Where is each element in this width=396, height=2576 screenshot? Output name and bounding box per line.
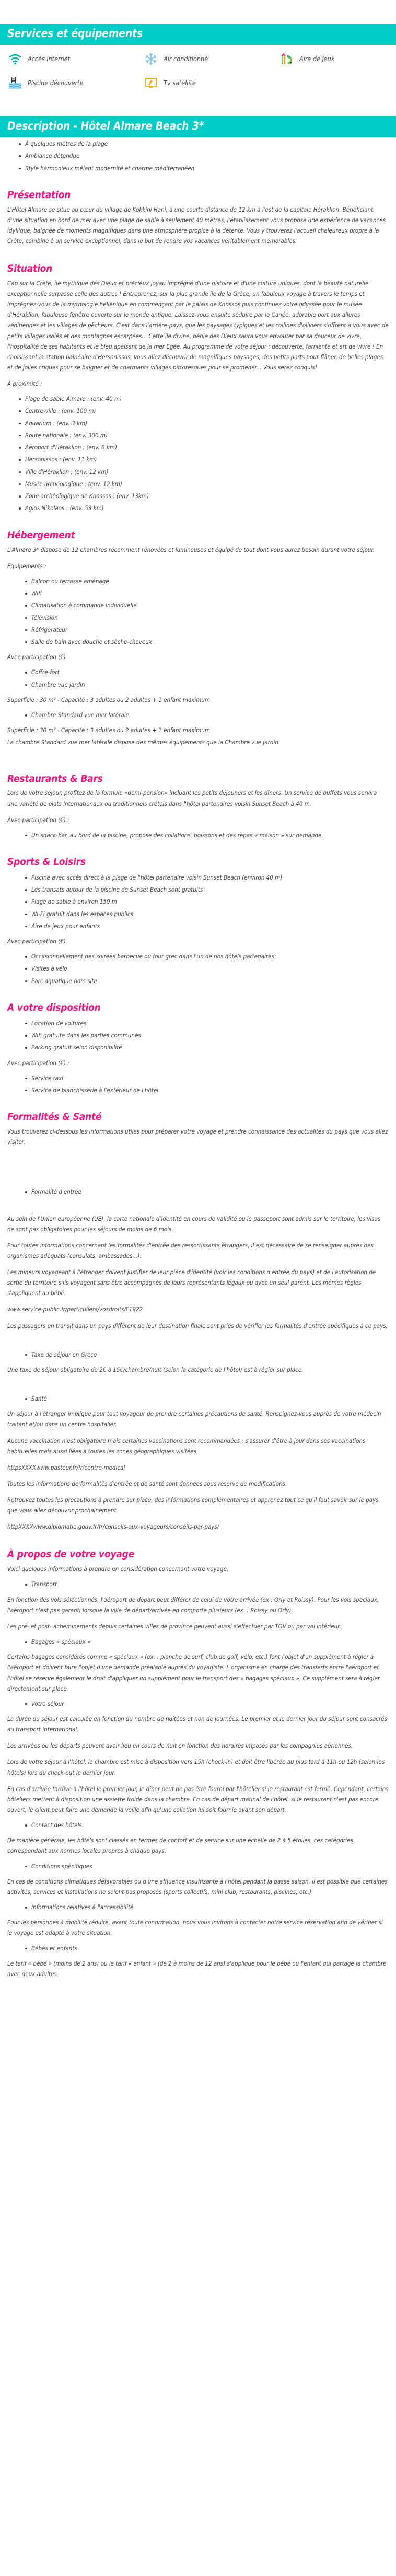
list-item: Réfrigérateur (31, 626, 389, 634)
apropos-sejour-bullet (7, 1700, 389, 1708)
description-content (0, 140, 396, 1979)
spacer (7, 1202, 389, 1214)
amenities-row (7, 51, 389, 67)
list-item: Wifi gratuite dans les parties communes (31, 1031, 389, 1040)
apropos-transport-bullet (7, 1580, 389, 1589)
list-item: Chambre vue jardin (31, 680, 389, 689)
description-highlights (7, 140, 389, 173)
list-item: Parking gratuit selon disponibilité (31, 1043, 389, 1052)
formalites-p5: Une taxe de séjour obligatoire de 2€ à 15€/chambre/nuit (selon la catégorie de l'hôtel) est à régler sur place. (7, 1366, 304, 1373)
list-item: Télévision (31, 614, 389, 622)
apropos-p6: Lors de votre séjour à l'hôtel, la chambre est mise à disposition vers 15h (check-in) et doit être libérée au plus tard à 11h ou 12h (selon les hôtels) lors du check-out le dernier jour. (7, 1758, 385, 1776)
formalites-p6: Un séjour à l'étranger implique pour tout voyageur de prendre certaines précautions de santé. Renseignez-vous auprès de votre médecin traitant et/ou dans un centre hospitalier. (7, 1410, 381, 1428)
amenity-label: Aire de jeux (299, 55, 335, 63)
formalites-p3: Les mineurs voyageant à l'étranger doivent justifier de leur pièce d'identité (voir les conditions d'entrée du pays) et de l'autorisation de sortie du territoire s'ils voyagent sans être accompagnés de leurs représentants légaux ou avec un seul parent. Les mêmes règles s'appliquent au bébé. (7, 1268, 376, 1297)
list-item: Formalité d'entrée (31, 1187, 389, 1196)
list-item: Parc aquatique hors site (31, 977, 389, 986)
amenity-label: Accès internet (28, 55, 71, 63)
spacer (7, 1100, 389, 1112)
apropos-p5: Les arrivées ou les départs peuvent avoir lieu en cours de nuit en fonction des horaires imposés par les compagnies aériennes. (7, 1742, 353, 1750)
list-item: Ambiance détendue (25, 152, 389, 160)
sports-list (7, 873, 389, 931)
list-item: Location de voitures (31, 1019, 389, 1028)
playground-icon (279, 51, 295, 67)
section-heading-formalites: Formalités & Santé (7, 1111, 102, 1123)
restaurants-participation-label: Avec participation (€) : (7, 816, 69, 824)
list-item: Wifi (31, 589, 389, 598)
superficie-2: Superficie : 30 m² - Capacité : 3 adultes ou 2 adultes + 1 enfant maximum (7, 726, 211, 734)
formalites-intro: Vous trouverez ci-dessous les informations utiles pour préparer votre voyage et prendre connaissance des actualités du pays que vous allez visiter. (7, 1128, 388, 1146)
apropos-p11: Le tarif « bébé » (moins de 2 ans) ou le tarif « enfant » (de 2 à moins de 12 ans) s'applique pour le bébé ou l'enfant qui partage la chambre avec deux adultes. (7, 1959, 387, 1978)
spacer (7, 1381, 389, 1392)
list-item: Style harmonieux mélant modernité et charme méditerranéen (25, 164, 389, 173)
section-heading-restaurants: Restaurants & Bars (7, 772, 103, 784)
hebergement-participation-list (7, 668, 389, 689)
apropos-p4: La durée du séjour est calculée en fonction du nombre de nuitées et non de journées. Le premier et le dernier jour du séjour sont consacrés au transport international. (7, 1715, 387, 1734)
list-item: Agios Nikolaos : (env. 53 km) (25, 504, 389, 513)
formalites-p1: Au sein de l'Union européenne (UE), la carte nationale d'identité en cours de validité ou le passeport sont admis sur le territoire, les visas ne sont pas obligatoires pour les séjours de moins de 6 mois. (7, 1215, 381, 1233)
wifi-icon (7, 51, 23, 67)
list-item: Informations relatives à l'accessibilité (31, 1903, 389, 1912)
top-whitespace (0, 0, 396, 24)
apropos-p9: En cas de conditions climatiques défavorables ou d'une affluence insuffisante à l'hôtel pendant la basse saison, il est possible que certaines activités, services et installations ne soient pas proposés (sports collectifs, mini club, restaurants, piscines, etc.). (7, 1877, 388, 1896)
satellite-tv-icon (143, 75, 159, 91)
formalites-p4: Les passagers en transit dans un pays différent de leur destination finale sont priés de vérifier les formalités d'entrée spécifiques à ce pays. (7, 1322, 388, 1330)
formalites-link-2[interactable]: httpsXXXXwww.pasteur.fr/fr/centre-medical (7, 1463, 125, 1471)
banner-gap (0, 102, 396, 116)
formalites-link-3[interactable]: httpXXXXwww.diplomatie.gouv.fr/fr/conseils-aux-voyageurs/conseils-par-pays/ (7, 1523, 219, 1531)
services-banner: Services et équipements (0, 24, 396, 45)
disposition-participation-list (7, 1074, 389, 1095)
amenity-piscine-decouverte (7, 75, 143, 91)
formalites-p7: Aucune vaccination n'est obligatoire mais certaines vaccinations sont recommandées ; s'assurer d'être à jour dans ses vaccinations habituelles mais aussi liées à toutes les zones géographiques visitées. (7, 1437, 366, 1455)
amenity-label: Piscine découverte (28, 79, 84, 87)
list-item: Occasionnellement des soirées barbecue ou four grec dans l'un de nos hôtels partenaires (31, 952, 389, 961)
apropos-p1: En fonction des vols sélectionnés, l'aéroport de départ peut différer de celui de votre arrivée (ex : Orly et Roissy). Pour les vols spéciaux, l'aéroport n'est pas garanti lorsque la ville de départ/arrivée en comporte plusieurs (ex. : Roissy ou Orly). (7, 1596, 379, 1614)
amenity-label: Air conditionné (164, 55, 208, 63)
list-item: Aéroport d'Héraklion : (env. 8 km) (25, 443, 389, 452)
apropos-intro: Voici quelques informations à prendre en considération concernant votre voyage. (7, 1565, 229, 1573)
spacer (7, 518, 389, 530)
room-note: La chambre Standard vue mer latérale dispose des mêmes équipements que la Chambre vue jardin. (7, 738, 281, 746)
snowflake-icon (143, 51, 159, 67)
presentation-text: L'Hôtel Almare se situe au cœur du village de Kokkini Hani, à une courte distance de 12 km à l'est de la capitale Héraklion. Bénéficiant d'une situation en bord de mer avec une plage de sable à seulement 40 mètres, l'établissement vous propose une expérience de vacances idyllique, baignée de moments magnifiques dans une atmosphère propice à la détente. Vous y trouverez l'accueil chaleureux propre à la Crète, combiné à un service exceptionnel, dans le but de rendre vos vacances véritablement mémorables. (7, 205, 386, 245)
list-item: Visites à vélo (31, 964, 389, 973)
rooms-list (7, 711, 389, 720)
formalites-p2: Pour toutes informations concernant les formalités d'entrée des ressortissants étrangers, il est nécessaire de se renseigner auprès des organismes adéquats (consulats, ambassades...). (7, 1241, 374, 1260)
hebergement-participation-label: Avec participation (€) (7, 653, 66, 661)
formalites-health-bullet (7, 1394, 389, 1403)
formalites-tax-bullet (7, 1350, 389, 1359)
section-heading-sports: Sports & Loisirs (7, 856, 86, 868)
list-item: À quelques mètres de la plage (25, 140, 389, 148)
section-heading-apropos: À propos de votre voyage (7, 1549, 135, 1561)
sports-participation-list (7, 952, 389, 986)
list-item: Musée archéologique : (env. 12 km) (25, 480, 389, 489)
list-item: Contact des hôtels (31, 1821, 389, 1830)
section-heading-disposition: A votre disposition (7, 1001, 101, 1013)
list-item: Plage de sable Almare : (env. 40 m) (25, 395, 389, 403)
disposition-participation-label: Avec participation (€) : (7, 1059, 69, 1067)
amenity-air-conditionne (143, 51, 279, 67)
list-item: Climatisation à commande individuelle (31, 601, 389, 610)
spacer (7, 754, 389, 773)
description-banner: Description - Hôtel Almare Beach 3* (0, 116, 396, 137)
apropos-contact-bullet (7, 1821, 389, 1830)
list-item: Ville d'Héraklion : (env. 12 km) (25, 468, 389, 477)
equipements-list (7, 577, 389, 647)
list-item: Plage de sable à environ 150 m (31, 897, 389, 906)
restaurants-text: Lors de votre séjour, profitez de la formule «demi-pension» incluant les petits déjeuners et les dîners. Un service de buffets vous servira une variété de plats internationaux ou traditionnels crétois dans l'hôtel partenaires voisin Sunset Beach à 40 m. (7, 789, 377, 807)
pool-icon (7, 75, 23, 91)
equipements-label: Equipements : (7, 562, 46, 570)
list-item: Piscine avec accès direct à la plage de l'hôtel partenaire voisin Sunset Beach (environ 40 m) (31, 873, 389, 882)
list-item: Salle de bain avec douche et sèche-cheveux (31, 638, 389, 646)
amenity-acces-internet (7, 51, 143, 67)
formalites-link-1[interactable]: www.service-public.fr/particuliers/vosdroits/F1922 (7, 1306, 143, 1313)
situation-text: Cap sur la Crète, île mythique des Dieux et précieux joyau imprégné d'une histoire et d'une culture uniques, dont la beauté naturelle exceptionnelle surpasse celle des autres ! Entreprenez, sur la plus grande île de la Grèce, un fabuleux voyage à travers le temps et imprégnez-vous de la mythologie hellénique en commençant par le palais de Knossos puis continuez votre odyssée pour le musée d'Héraklion, fabuleuse fenêtre ouverte sur le monde antique. Laissez-vous ensuite séduire par la Canée, adorable port aux allures vénitiennes et les villages de pêcheurs. C'est dans l'arrière-pays, que les paysages typiques et les collines d'oliviers s'offrent à vous avec de petits villages isolés et des montagnes escarpées... Cette île divine, bénie des Dieux saura vous envouter par sa douceur de vivre, l'hospitalité de ses habitants et le bleu apaisant de la mer Egée. Au programme de votre séjour : découverte, farniente et art de vivre ! En choisissant la station balnéaire d'Hersonissos, vous allez découvrir de magnifiques paysages, des petits ports pour flâner, de belles plages et de jolies criques pour se baigner et de charmants villages pittoresques pour se promener... Vous serez conquis! (7, 279, 389, 371)
spacer (7, 845, 389, 857)
list-item: Service taxi (31, 1074, 389, 1083)
spacer (7, 1337, 389, 1348)
spacer (7, 991, 389, 1002)
list-item: Hersonissos : (env. 11 km) (25, 455, 389, 464)
spacer (7, 178, 389, 190)
apropos-p2: Les pré- et post- acheminements depuis certaines villes de province peuvent aussi s'effectuer par TGV ou par vol intérieur. (7, 1622, 341, 1630)
list-item: Taxe de séjour en Grèce (31, 1350, 389, 1359)
list-item: Votre séjour (31, 1700, 389, 1708)
amenity-label: Tv satellite (164, 79, 196, 87)
list-item: Bagages « spéciaux » (31, 1637, 389, 1646)
list-item: Balcon ou terrasse aménagé (31, 577, 389, 586)
spacer (7, 1538, 389, 1549)
list-item: Chambre Standard vue mer latérale (31, 711, 389, 720)
sports-participation-label: Avec participation (€) (7, 938, 66, 945)
list-item: Zone archéologique de Knossos : (env. 13km) (25, 492, 389, 501)
spacer (7, 252, 389, 263)
proximity-list (7, 395, 389, 513)
list-item: Centre-ville : (env. 100 m) (25, 407, 389, 415)
apropos-conditions-bullet (7, 1862, 389, 1871)
apropos-p8: De manière générale, les hôtels sont classés en termes de confort et de service sur une échelle de 2 à 5 étoiles, ces catégories correspondant aux normes locales propres à chaque pays. (7, 1836, 353, 1855)
apropos-bagages-bullet (7, 1637, 389, 1646)
list-item: Route nationale : (env. 300 m) (25, 431, 389, 440)
list-item: Service de blanchisserie à l'extérieur de l'hôtel (31, 1086, 389, 1095)
apropos-bebes-bullet (7, 1944, 389, 1953)
list-item: Conditions spécifiques (31, 1862, 389, 1871)
section-heading-hebergement: Hébergement (7, 529, 75, 541)
list-item: Transport (31, 1580, 389, 1589)
hebergement-intro: L'Almare 3* dispose de 12 chambres récemment rénovées et lumineuses et équipé de tout dont vous aurez besoin durant votre séjour. (7, 546, 375, 553)
apropos-p7: En cas d'arrivée tardive à l'hôtel le premier jour, le dîner peut ne pas être fourni par l'hôtelier si le restaurant est fermé. Cependant, certains hôteliers mettent à disposition une assiette froide dans la chambre. En cas de départ matinal de l'hôtel, si le restaurant n'est pas encore ouvert, le client peut faire une demande la veille afin qu'une collation lui soit fournie avant son départ. (7, 1785, 389, 1813)
apropos-access-bullet (7, 1903, 389, 1912)
superficie-1: Superficie : 30 m² - Capacité : 3 adultes ou 2 adultes + 1 enfant maximum (7, 696, 211, 703)
amenity-tv-satellite (143, 75, 279, 91)
proximity-label: À proximité : (7, 380, 42, 388)
list-item: Les transats autour de la piscine de Sunset Beach sont gratuits (31, 885, 389, 894)
list-item: Santé (31, 1394, 389, 1403)
list-item: Un snack-bar, au bord de la piscine, propose des collations, boissons et des repas « maison » sur demande. (31, 831, 389, 840)
amenities-grid (0, 45, 396, 102)
list-item: Aquarium : (env. 3 km) (25, 419, 389, 428)
list-item: Coffre-fort (31, 668, 389, 677)
amenities-row (7, 75, 389, 91)
apropos-p10: Pour les personnes à mobilité réduite, avant toute confirmation, nous vous invitons à contacter notre service réservation afin de vérifier si le voyage est adapté à votre situation. (7, 1919, 383, 1937)
amenity-aire-de-jeux (279, 51, 396, 67)
spacer (7, 1153, 389, 1185)
apropos-p3: Certains bagages considérés comme « spéciaux » (ex. : planche de surf, club de golf, vélo, etc.) font l'objet d'un supplément à régler à l'aéroport et doivent faire l'objet d'une demande préalable auprès du voyagiste. L'organisme en charge des transferts entre l'aéroport et l'hôtel se réserve également le droit d'appliquer un supplément pour le transport des « bagages spéciaux ». Ce supplément sera à régler directement sur place. (7, 1653, 380, 1692)
section-heading-situation: Situation (7, 263, 53, 275)
formalites-p9: Retrouvez toutes les précautions à prendre sur place, des informations complémentaires et apprenez tout ce qu'il faut savoir sur le pays que vous allez découvrir prochainement. (7, 1496, 379, 1515)
disposition-list (7, 1019, 389, 1053)
list-item: Bébés et enfants (31, 1944, 389, 1953)
section-heading-presentation: Présentation (7, 189, 71, 201)
list-item: Aire de jeux pour enfants (31, 922, 389, 931)
list-item: Wi-Fi gratuit dans les espaces publics (31, 910, 389, 919)
restaurants-participation-list (7, 831, 389, 840)
formalites-p8: Toutes les informations de formalités d'entrée et de santé sont données sous réserve de modifications. (7, 1480, 287, 1487)
formalites-entry-bullet (7, 1187, 389, 1196)
